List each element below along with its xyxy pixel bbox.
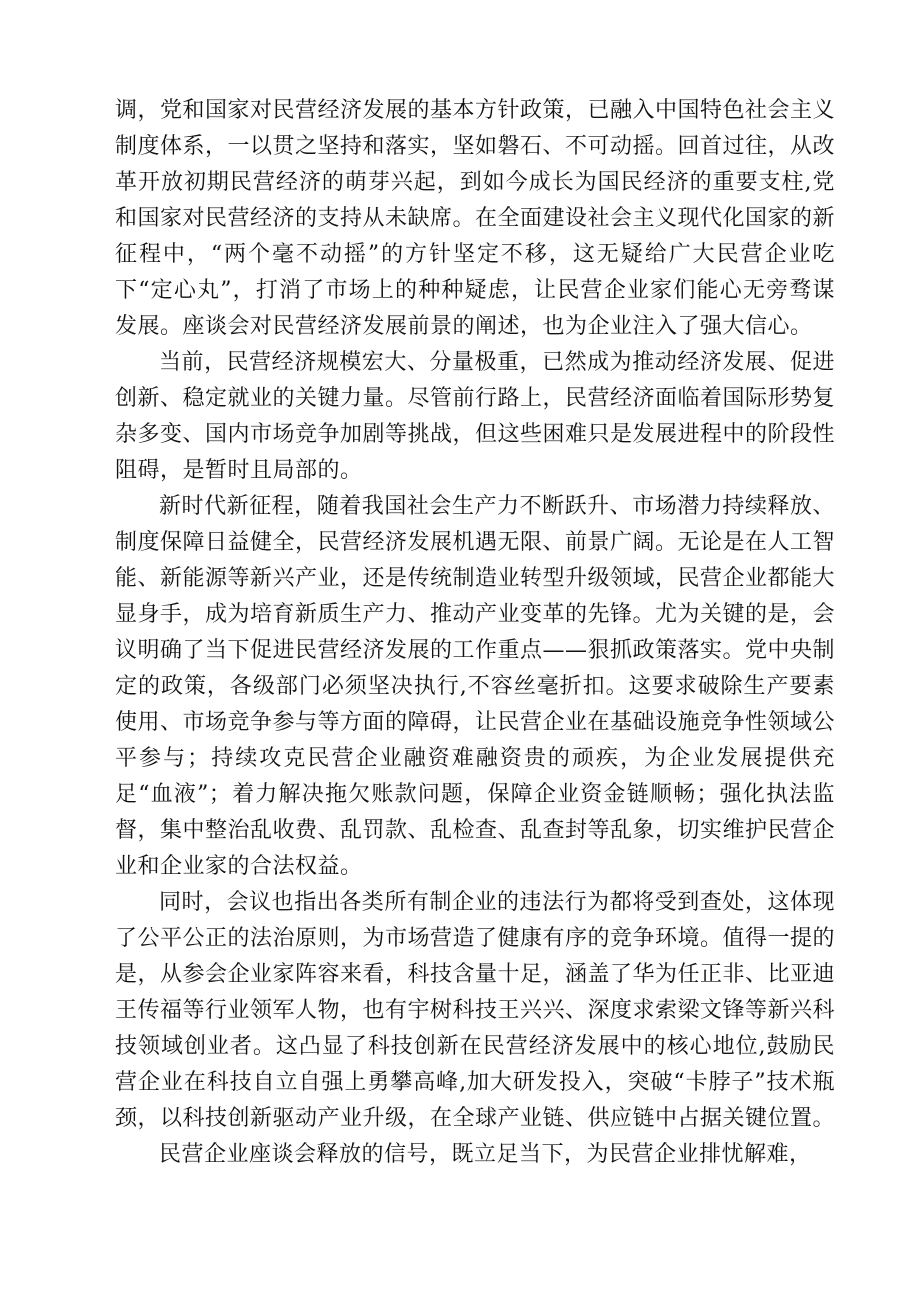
paragraph-5: 民营企业座谈会释放的信号，既立足当下，为民营企业排忧解难， — [159, 1142, 812, 1167]
paragraph-3: 新时代新征程，随着我国社会生产力不断跃升、市场潜力持续释放、制度保障日益健全，民营经济发展机遇无限、前景广阔。无论是在人工智能、新能源等新兴产业，还是传统制造业转型升级领域，民营企业都能大显身手，成为培育新质生产力、推动产业变革的先锋。尤为关键的是，会议明确了当下促进民营经济发展的工作重点——狠抓政策落实。党中央制定的政策，各级部门必须坚决执行,不容丝毫折扣。这要求破除生产要素使用、市场竞争参与等方面的障碍，让民营企业在基础设施竞争性领域公平参与；持续攻克民营企业融资难融资贵的顽疾，为企业发展提供充足“血液”；着力解决拖欠账款问题，保障企业资金链顺畅；强化执法监督，集中整治乱收费、乱罚款、乱检查、乱查封等乱象，切实维护民营企业和企业家的合法权益。 — [115, 494, 836, 879]
paragraph-4: 同时，会议也指出各类所有制企业的违法行为都将受到查处，这体现了公平公正的法治原则，为市场营造了健康有序的竞争环境。值得一提的是，从参会企业家阵容来看，科技含量十足，涵盖了华为任正非、比亚迪王传福等行业领军人物，也有宇树科技王兴兴、深度求索梁文锋等新兴科技领域创业者。这凸显了科技创新在民营经济发展中的核心地位,鼓励民营企业在科技自立自强上勇攀高峰,加大研发投入，突破“卡脖子”技术瓶颈，以科技创新驱动产业升级，在全球产业链、供应链中占据关键位置。 — [115, 890, 836, 1131]
paragraph-1: 调，党和国家对民营经济发展的基本方针政策，已融入中国特色社会主义制度体系，一以贯之坚持和落实，坚如磐石、不可动摇。回首过往，从改革开放初期民营经济的萌芽兴起，到如今成长为国民经济的重要支柱,党和国家对民营经济的支持从未缺席。在全面建设社会主义现代化国家的新征程中，“两个毫不动摇”的方针坚定不移，这无疑给广大民营企业吃下“定心丸”，打消了市场上的种种疑虑，让民营企业家们能心无旁骛谋发展。座谈会对民营经济发展前景的阐述，也为企业注入了强大信心。 — [115, 98, 836, 339]
document-body — [115, 93, 835, 1173]
paragraph-2: 当前，民营经济规模宏大、分量极重，已然成为推动经济发展、促进创新、稳定就业的关键力量。尽管前行路上，民营经济面临着国际形势复杂多变、国内市场竞争加剧等挑战，但这些困难只是发展进程中的阶段性阻碍，是暂时且局部的。 — [115, 350, 836, 483]
